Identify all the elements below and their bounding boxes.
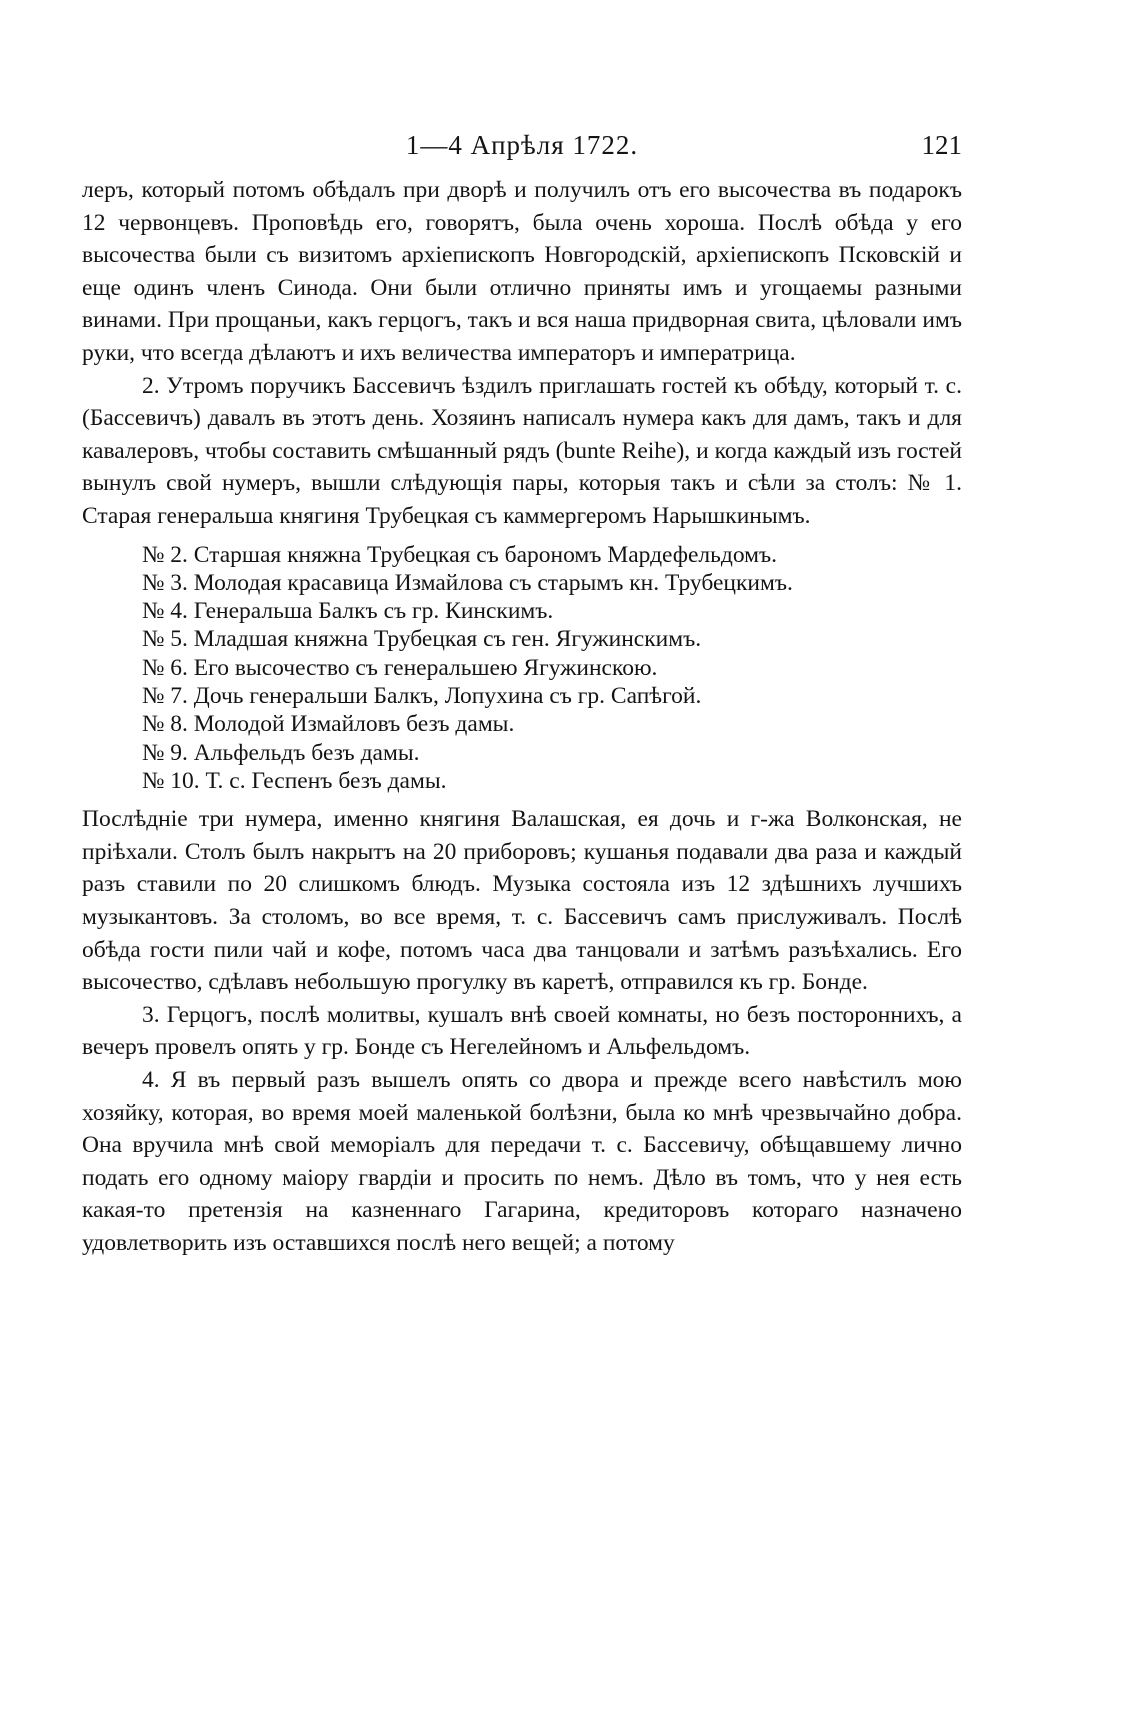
paragraph-5: 4. Я въ первый разъ вышелъ опять со двора и прежде всего навѣстилъ мою хозяйку, которая, во время моей маленькой болѣзни, была ко мнѣ чрезвычайно добра. Она вручила мнѣ свой меморіалъ для передачи т. с. Бассевичу, обѣщавшему лично подать его одному маіору гвардіи и просить по немъ. Дѣло въ томъ, что у нея есть какая-то претензія на казненнаго Гагарина, кредиторовъ котораго назначено удовлетворить изъ оставшихся послѣ него вещей; а потому: [82, 1066, 962, 1256]
list-item: № 8. Молодой Измайловъ безъ дамы.: [142, 711, 515, 738]
paragraph-2: 2. Утромъ поручикъ Бассевичъ ѣздилъ приглашать гостей къ обѣду, который т. с. (Бассевичъ) давалъ въ этотъ день. Хозяинъ написалъ нумера какъ для дамъ, такъ и для кавалеровъ, чтобы составить смѣшанный рядъ (bunte Reihe), и когда каждый изъ гостей вынулъ свой нумеръ, вышли слѣдующія пары, которыя такъ и сѣли за столъ: № 1. Старая генеральша княгиня Трубецкая съ каммергеромъ Нарышкинымъ.: [82, 372, 962, 529]
paragraph-4: 3. Герцогъ, послѣ молитвы, кушалъ внѣ своей комнаты, но безъ постороннихъ, а вечеръ провелъ опять у гр. Бонде съ Негелейномъ и Альфельдомъ.: [82, 1001, 962, 1061]
paragraph-3: Послѣдніе три нумера, именно княгиня Валашская, ея дочь и г-жа Волконская, не пріѣхали. Столъ былъ накрытъ на 20 приборовъ; кушанья подавали два раза и каждый разъ ставили по 20 слишкомъ блюдъ. Музыка состояла изъ 12 здѣшнихъ лучшихъ музыкантовъ. За столомъ, во все время, т. с. Бассевичъ самъ прислуживалъ. Послѣ обѣда гости пили чай и кофе, потомъ часа два танцовали и затѣмъ разъѣхались. Его высочество, сдѣлавъ небольшую прогулку въ каретѣ, отправился къ гр. Бонде.: [82, 806, 962, 996]
page-body: [82, 174, 962, 1260]
list-item: № 10. Т. с. Геспенъ безъ дамы.: [142, 767, 447, 794]
book-page: [82, 130, 962, 1260]
list-item: № 7. Дочь генеральши Балкъ, Лопухина съ гр. Сапѣгой.: [142, 683, 702, 710]
guest-pairs-list: [142, 541, 962, 796]
page-number: 121: [921, 130, 962, 160]
list-item: № 5. Младшая княжна Трубецкая съ ген. Ягужинскимъ.: [142, 626, 702, 653]
paragraph-1: леръ, который потомъ обѣдалъ при дворѣ и получилъ отъ его высочества въ подарокъ 12 червонцевъ. Проповѣдь его, говорятъ, была очень хороша. Послѣ обѣда у его высочества были съ визитомъ архіепископъ Новгородскій, архіепископъ Псковскій и еще одинъ членъ Синода. Они были отлично приняты имъ и угощаемы разными винами. При прощаньи, какъ герцогъ, такъ и вся наша придворная свита, цѣловали имъ руки, что всегда дѣлаютъ и ихъ величества императоръ и императрица.: [82, 177, 962, 366]
list-item: № 4. Генеральша Балкъ съ гр. Кинскимъ.: [142, 598, 554, 625]
list-item: № 2. Старшая княжна Трубецкая съ барономъ Мардефельдомъ.: [142, 541, 778, 568]
running-header: [82, 130, 962, 174]
list-item: № 6. Его высочество съ генеральшею Ягужинскою.: [142, 654, 658, 681]
list-item: № 9. Альфельдъ безъ дамы.: [142, 739, 420, 766]
list-item: № 3. Молодая красавица Измайлова съ старымъ кн. Трубецкимъ.: [142, 569, 793, 596]
header-title: 1—4 Апрѣля 1722.: [405, 130, 639, 160]
